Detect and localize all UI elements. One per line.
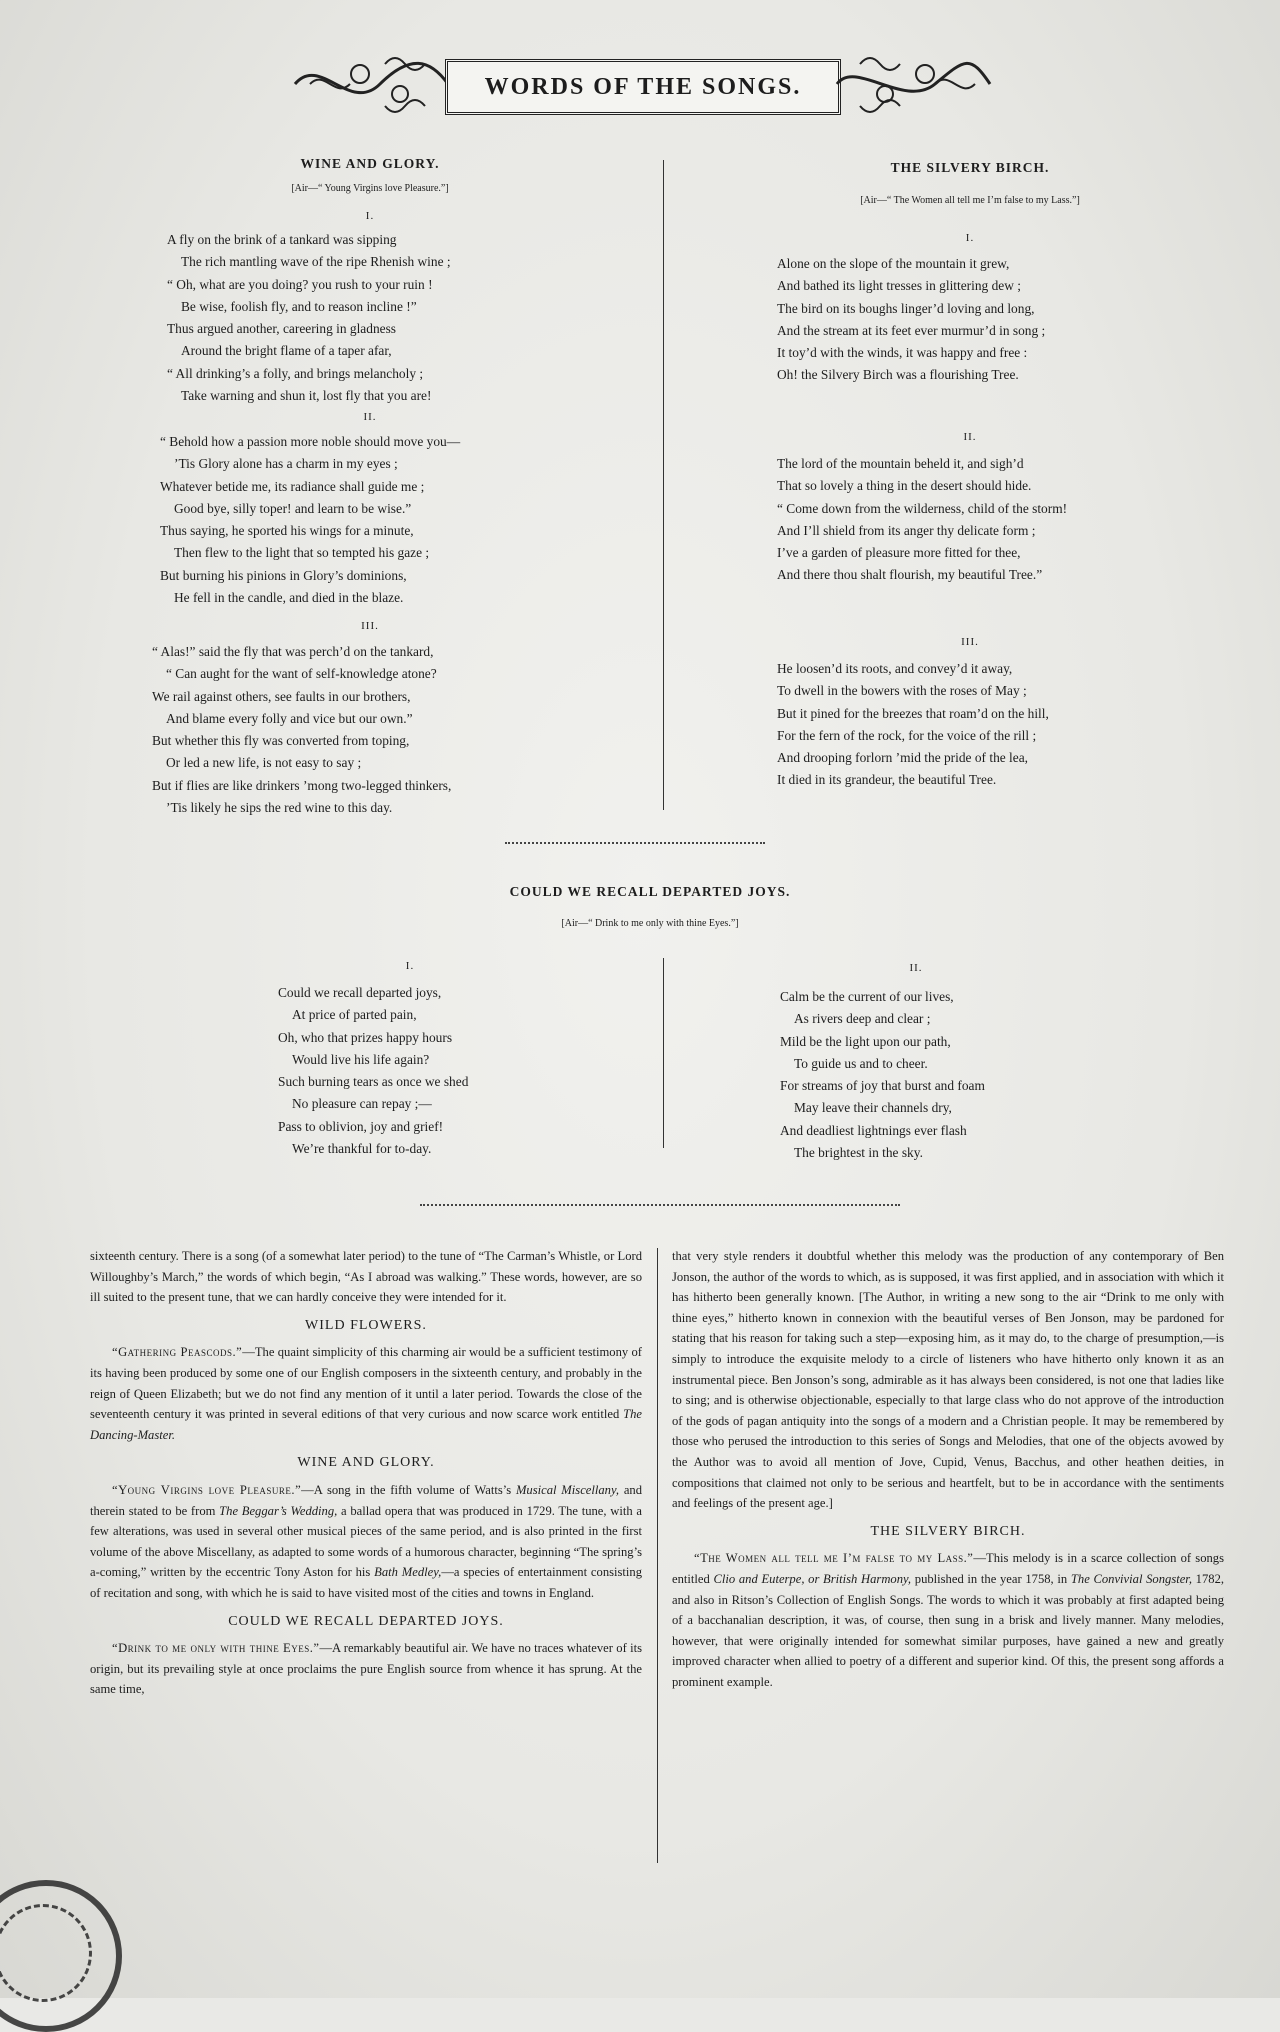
verse-numeral: II. [963,431,977,443]
tune-name: “Drink to me only with thine Eyes.” [112,1641,320,1656]
section-separator [505,842,765,844]
work-title: Musical Miscellany, [515,1482,620,1497]
verse-line: Thus argued another, careering in gladness [167,321,397,337]
verse-numeral: II. [363,411,377,423]
notes-paragraph [672,1548,1224,1692]
verse-line: But if flies are like drinkers ’mong two-legged thinkers, [152,777,452,793]
right-scroll-ornament [835,44,995,124]
verse-line: It toy’d with the winds, it was happy and free : [777,345,1028,361]
verse-line: We rail against others, see faults in our brothers, [152,688,411,704]
notes-paragraph: that very style renders it doubtful whether this melody was the production of any contemporary of Ben Jonson, the author of the words to which, as is supposed, it was first applied, and in association with which it has hitherto been generally known. [The Author, in writing a new song to the air “Drink to me only with thine eyes,” hitherto known in connexion with the beautiful verses of Ben Jonson, may be pardoned for stating that his reason for taking such a step—exposing him, as it may do, to the charge of presumption,—is simply to introduce the exquisite melody to a circle of listeners who have hitherto only known it as an instrumental piece. Ben Jonson’s song, admirable as it has always been considered, is not one that ladies like to sing; and is otherwise objectionable, especially to that large class who do not approve of the introduction of the gods of pagan antiquity into the songs of a modern and a Christian people. It may be remembered by those who perused the introduction to this series of Songs and Melodies, that one of the objects avowed by the Author was to avoid all mention of Jove, Cupid, Venus, Bacchus, and other heathen deities, in compositions that claimed not only to be serious and heartfelt, but to be in accordance with the sentiments and feelings of the present age.] [672,1249,1224,1511]
notes-right-column [672,1246,1224,1692]
left-scroll-ornament [290,44,450,124]
verse-line: Take warning and shun it, lost fly that you are! [181,388,432,404]
verse-line: Could we recall departed joys, [278,985,442,1000]
verse-numeral: I. [965,232,975,244]
notes-text: —A song in the fifth volume of Watts’s [301,1482,512,1497]
verse-line: The bird on its boughs linger’d loving and long, [777,300,1035,316]
header-banner [290,44,990,124]
verse-line: Or led a new life, is not easy to say ; [166,755,362,771]
verse-line: Calm be the current of our lives, [780,989,954,1004]
verse-line: To guide us and to cheer. [794,1055,928,1071]
verse-line: He fell in the candle, and died in the blaze. [174,590,404,606]
verse-line: May leave their channels dry, [794,1100,952,1116]
tune-name: “The Women all tell me I’m false to my Lass.” [694,1551,974,1566]
page-title: WORDS OF THE SONGS. [484,73,802,100]
verse-line: Such burning tears as once we shed [278,1074,469,1090]
air-departed-joys: [Air—“ Drink to me only with thine Eyes.”] [561,918,739,929]
notes-text: a ballad opera that was produced in 1729. The tune, with a few alterations, was used in several other musical pieces of the same period, and is also printed in the first volume of the above Miscellany, as adapted to some words of a humorous character, beginning “The spring’s a-coming,” written by the eccentric Tony Aston for his [90,1503,642,1580]
notes-text: —a species of entertainment consisting of recitation and song, with which he is said to have visited most of the cities and towns in England. [90,1565,643,1600]
verse-joys-2 [780,986,985,1164]
verse-line: Oh, who that prizes happy hours [278,1029,453,1045]
notes-heading-departed-joys: COULD WE RECALL DEPARTED JOYS. [228,1613,504,1629]
verse-birch-1 [777,253,1045,387]
verse-line: “ Come down from the wilderness, child of the storm! [777,500,1068,516]
notes-text: —The quaint simplicity of this charming air would be a sufficient testimony of its having been produced by some one of our English composers in the sixteenth century, and probably in the reign of Queen Elizabeth; but we do not find any mention of it until a later period. Towards the close of the seventeenth century it was printed in several editions of that very curious and now scarce work entitled [90,1345,642,1422]
verse-line: We’re thankful for to-day. [292,1141,432,1157]
song-title-departed-joys: COULD WE RECALL DEPARTED JOYS. [509,884,791,899]
verse-line: Thus saying, he sported his wings for a minute, [160,523,414,539]
verse-line: ’Tis Glory alone has a charm in my eyes ; [174,456,398,472]
verse-line: That so lovely a thing in the desert should hide. [777,478,1032,494]
verse-line: And I’ll shield from its anger thy delicate form ; [777,522,1036,538]
verse-line: “ Oh, what are you doing? you rush to your ruin ! [167,276,433,292]
verse-line: Oh! the Silvery Birch was a flourishing Tree. [777,367,1019,383]
verse-line: And bathed its light tresses in glittering dew ; [777,278,1021,294]
verse-line: Be wise, foolish fly, and to reason incline !” [181,298,417,314]
verse-line: “ Behold how a passion more noble should move you— [160,434,461,449]
song-title-wine-and-glory: WINE AND GLORY. [300,156,440,171]
verse-numeral: I. [405,960,415,972]
column-divider [657,1248,658,1863]
verse-wine-2 [160,431,460,609]
notes-text: published in the year 1758, in [914,1571,1068,1586]
verse-birch-2 [777,453,1067,587]
verse-birch-3 [777,658,1049,792]
notes-paragraph [90,1638,642,1700]
verse-wine-1 [167,229,451,407]
song-title-silvery-birch: THE SILVERY BIRCH. [890,160,1050,175]
notes-heading-wild-flowers: WILD FLOWERS. [305,1317,427,1333]
verse-line: To dwell in the bowers with the roses of May ; [777,683,1027,699]
library-stamp [0,1880,122,2032]
verse-line: “ Alas!” said the fly that was perch’d on the tankard, [152,644,434,659]
notes-heading-wine-and-glory: WINE AND GLORY. [297,1455,435,1471]
verse-line: But it pined for the breezes that roam’d on the hill, [777,705,1049,721]
verse-line: I’ve a garden of pleasure more fitted for thee, [777,545,1021,561]
verse-line: For streams of joy that burst and foam [780,1078,985,1094]
verse-line: Good bye, silly toper! and learn to be wise.” [174,500,412,516]
notes-text: 1782, and also in Ritson’s Collection of English Songs. The words to which it was probably at first adapted being of a bacchanalian description, it was, of course, then sung in a brisk and lively manner. Many melodies, however, that were originally intended for somewhat similar purposes, have gained a new and greatly improved character when allied to poetry of a different and superior kind. Of this, the present song affords a prominent example. [672,1571,1225,1689]
air-wine-and-glory: [Air—“ Young Virgins love Pleasure.”] [291,183,449,194]
verse-line: Around the bright flame of a taper afar, [181,343,392,359]
verse-line: The lord of the mountain beheld it, and sigh’d [777,456,1024,471]
verse-line: He loosen’d its roots, and convey’d it away, [777,661,1013,676]
work-title: The Dancing-Master. [90,1407,642,1442]
verse-line: And there thou shalt flourish, my beautiful Tree.” [777,567,1043,583]
notes-left-column [90,1246,642,1700]
column-divider [663,160,664,810]
verse-line: And blame every folly and vice but our own.” [166,710,413,726]
verse-joys-1 [278,982,468,1160]
verse-line: ’Tis likely he sips the red wine to this day. [166,800,393,816]
verse-line: Alone on the slope of the mountain it grew, [777,256,1010,271]
notes-paragraph: sixteenth century. There is a song (of a somewhat later period) to the tune of “The Carman’s Whistle, or Lord Willoughby’s March,” the words of which begin, “As I abroad was walking.” These words, however, are so ill suited to the present tune, that we can hardly conceive they were intended for it. [90,1249,642,1305]
verse-line: And the stream at its feet ever murmur’d in song ; [777,322,1046,338]
verse-line: Would live his life again? [292,1051,430,1067]
verse-line: No pleasure can repay ;— [292,1096,432,1112]
work-title: The Beggar’s Wedding, [219,1503,338,1518]
verse-line: The rich mantling wave of the ripe Rhenish wine ; [181,254,451,270]
work-title: The Convivial Songster, [1070,1571,1192,1586]
verse-line: It died in its grandeur, the beautiful Tree. [777,772,997,788]
verse-line: Mild be the light upon our path, [780,1033,951,1049]
verse-line: Whatever betide me, its radiance shall guide me ; [160,478,425,494]
notes-text: and therein stated to be from [90,1482,642,1518]
verse-line: “ Can aught for the want of self-knowledge atone? [166,666,437,682]
verse-line: But burning his pinions in Glory’s dominions, [160,567,407,583]
verse-line: A fly on the brink of a tankard was sipping [167,232,397,247]
verse-line: “ All drinking’s a folly, and brings melancholy ; [167,365,424,381]
tune-name: “Young Virgins love Pleasure.” [112,1482,302,1497]
verse-line: At price of parted pain, [292,1007,417,1023]
verse-numeral: III. [361,620,379,632]
work-title: Clio and Euterpe, or British Harmony, [713,1571,912,1586]
verse-line: As rivers deep and clear ; [794,1011,931,1027]
verse-numeral: I. [365,210,375,222]
verse-line: Pass to oblivion, joy and grief! [278,1118,444,1134]
notes-paragraph [90,1480,642,1604]
verse-numeral: III. [961,636,979,648]
notes-heading-silvery-birch: THE SILVERY BIRCH. [870,1523,1026,1539]
verse-line: But whether this fly was converted from toping, [152,733,410,749]
section-separator [420,1204,900,1206]
column-divider [663,958,664,1148]
title-box [445,59,841,115]
verse-line: And drooping forlorn ’mid the pride of the lea, [777,750,1029,766]
tune-name: “Gathering Peascods.” [112,1345,243,1360]
verse-line: For the fern of the rock, for the voice of the rill ; [777,727,1037,743]
verse-numeral: II. [909,962,923,974]
work-title: Bath Medley, [374,1565,442,1580]
verse-line: The brightest in the sky. [794,1145,923,1161]
notes-text: —This melody is in a scarce collection of songs entitled [672,1551,1224,1586]
notes-text: —A remarkably beautiful air. We have no traces whatever of its origin, but its prevailing style at once proclaims the pure English source from whence it has sprung. At the same time, [90,1641,642,1697]
verse-line: And deadliest lightnings ever flash [780,1122,967,1138]
verse-line: Then flew to the light that so tempted his gaze ; [174,545,430,561]
air-silvery-birch: [Air—“ The Women all tell me I’m false to my Lass.”] [860,195,1080,206]
notes-paragraph [90,1342,642,1445]
verse-wine-3 [152,641,451,819]
